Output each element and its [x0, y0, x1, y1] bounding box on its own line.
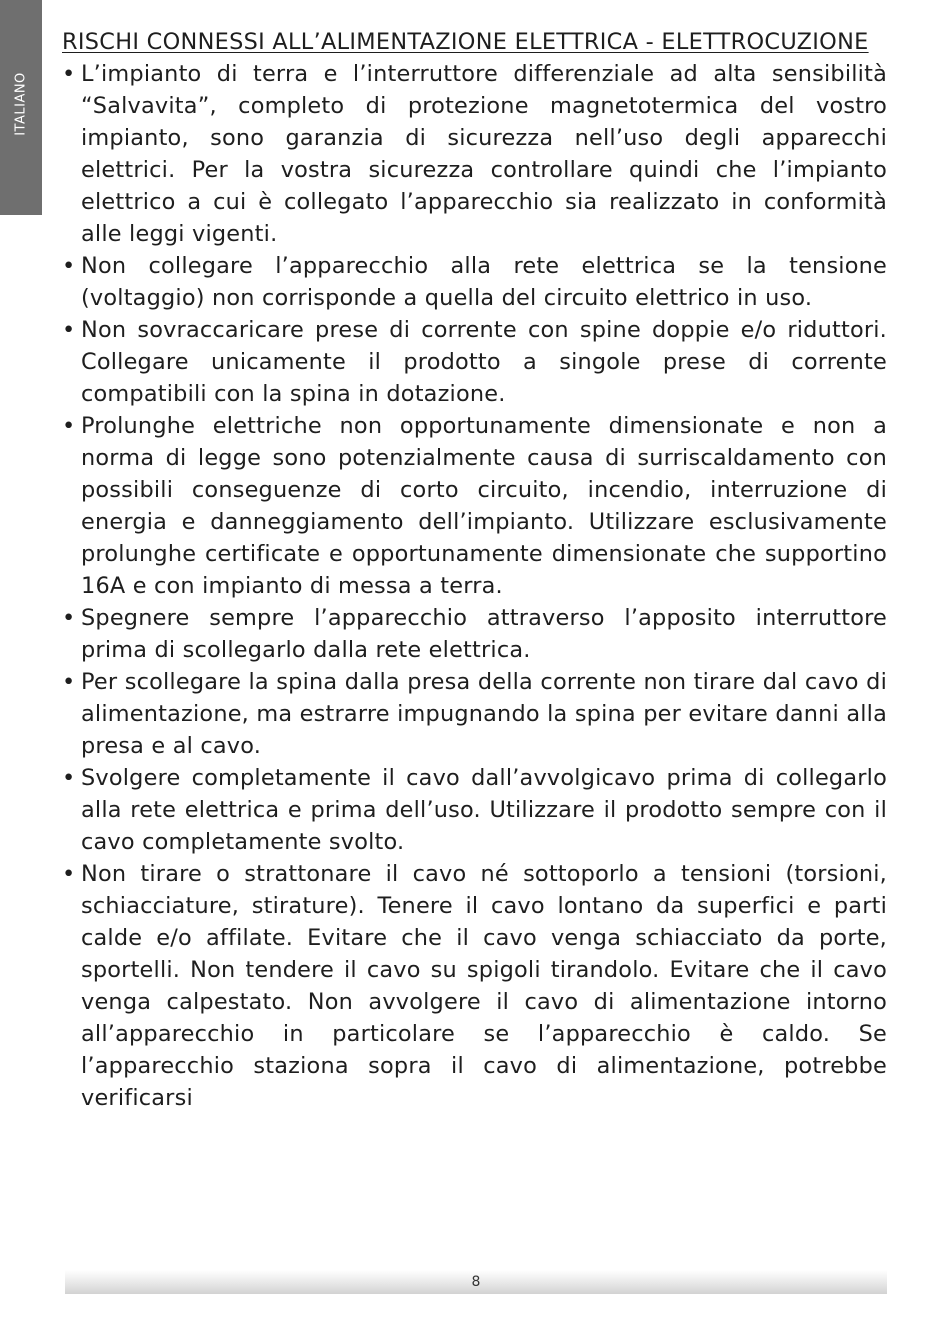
list-item	[62, 250, 887, 314]
list-item-text: L’impianto di terra e l’interruttore differenziale ad alta sensibilità “Salvavita”, completo di protezione magnetotermica del vostro impianto, sono garanzia di sicurezza nell’uso degli apparecchi elettrici. Per la vostra sicurezza controllare quindi che l’impianto elettrico a cui è collegato l’apparecchio sia realizzato in conformità alle leggi vigenti.	[81, 61, 887, 247]
bullet-icon: •	[62, 253, 76, 279]
list-item	[62, 762, 887, 858]
bullet-icon: •	[62, 61, 76, 87]
list-item	[62, 314, 887, 410]
language-label: ITALIANO	[13, 72, 29, 136]
bullet-icon: •	[62, 605, 76, 631]
list-item-text: Non tirare o strattonare il cavo né sottoporlo a tensioni (torsioni, schiacciature, stirature). Tenere il cavo lontano da superfici e parti calde e/o affilate. Evitare che il cavo venga schiacciato da porte, sportelli. Non tendere il cavo su spigoli tirandolo. Evitare che il cavo venga calpestato. Non avvolgere il cavo di alimentazione intorno all’apparecchio in particolare se l’apparecchio è caldo. Se l’apparecchio staziona sopra il cavo di alimentazione, potrebbe verificarsi	[81, 861, 887, 1111]
list-item-text: Prolunghe elettriche non opportunamente dimensionate e non a norma di legge sono potenzialmente causa di surriscaldamento con possibili conseguenze di corto circuito, incendio, interruzione di energia e danneggiamento dell’impianto. Utilizzare esclusivamente prolunghe certificate e opportunamente dimensionate che supportino 16A e con impianto di messa a terra.	[81, 413, 887, 599]
section-heading: RISCHI CONNESSI ALL’ALIMENTAZIONE ELETTRICA - ELETTROCUZIONE	[62, 29, 869, 55]
list-item-text: Svolgere completamente il cavo dall’avvolgicavo prima di collegarlo alla rete elettrica e prima dell’uso. Utilizzare il prodotto sempre con il cavo completamente svolto.	[81, 765, 887, 855]
bullet-icon: •	[62, 861, 76, 887]
list-item	[62, 858, 887, 1114]
bullet-icon: •	[62, 413, 76, 439]
safety-bullet-list	[62, 58, 887, 1114]
bullet-icon: •	[62, 669, 76, 695]
footer-bar	[65, 1270, 887, 1294]
bullet-icon: •	[62, 317, 76, 343]
list-item-text: Per scollegare la spina dalla presa della corrente non tirare dal cavo di alimentazione, ma estrarre impugnando la spina per evitare danni alla presa e al cavo.	[81, 669, 887, 759]
list-item-text: Non sovraccaricare prese di corrente con spine doppie e/o riduttori. Collegare unicamente il prodotto a singole prese di corrente compatibili con la spina in dotazione.	[81, 317, 887, 407]
page-number: 8	[471, 1274, 481, 1290]
list-item	[62, 666, 887, 762]
list-item	[62, 602, 887, 666]
list-item	[62, 410, 887, 602]
list-item-text: Non collegare l’apparecchio alla rete elettrica se la tensione (voltaggio) non corrisponde a quella del circuito elettrico in uso.	[81, 253, 887, 311]
bullet-icon: •	[62, 765, 76, 791]
language-side-tab	[0, 0, 42, 215]
list-item	[62, 58, 887, 250]
list-item-text: Spegnere sempre l’apparecchio attraverso l’apposito interruttore prima di scollegarlo dalla rete elettrica.	[81, 605, 887, 663]
page-content	[62, 26, 887, 1114]
